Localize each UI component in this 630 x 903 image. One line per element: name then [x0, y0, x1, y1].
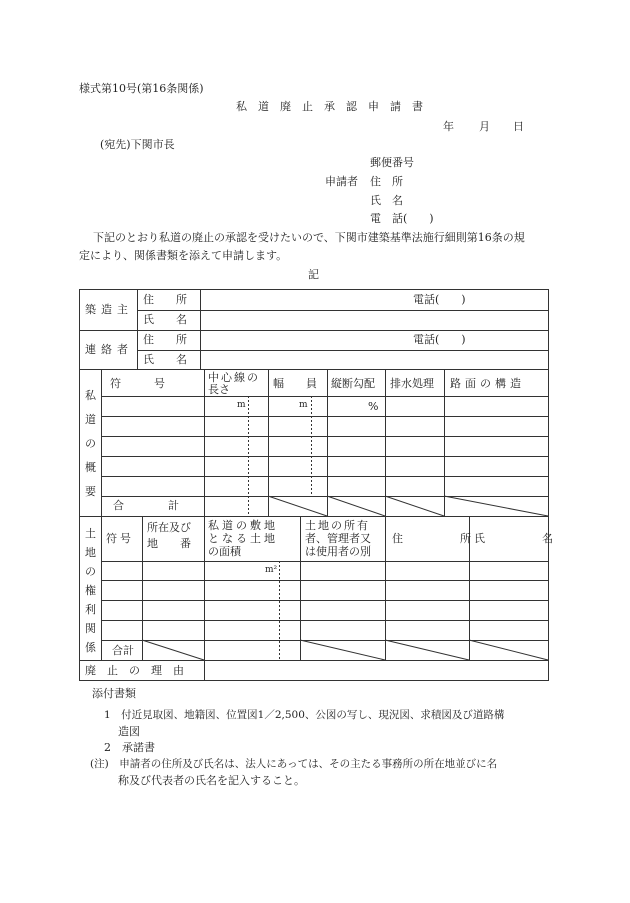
land-section-char: 権	[85, 584, 96, 597]
drainage-header: 排水処理	[390, 377, 434, 390]
length-unit: m	[237, 400, 246, 410]
date-month: 月	[479, 120, 490, 133]
area-header: の面積	[208, 545, 241, 558]
land-total-label: 合計	[112, 644, 134, 657]
document-title: 私道廃止承認申請書	[236, 100, 434, 113]
addressee: (宛先)下関市長	[100, 138, 175, 151]
structure-header: 路面の構造	[450, 377, 525, 390]
form-number: 様式第10号(第16条関係)	[79, 82, 204, 95]
builder-address-label: 住 所	[143, 293, 187, 306]
attachment-item-1: 1 付近見取図、地籍図、位置図1／2,500、公図の写し、現況図、求積図及び道路構	[104, 709, 505, 721]
applicant-address-label: 住 所	[370, 175, 403, 188]
land-section-char: 利	[85, 603, 96, 616]
note-line-2: 称及び代表者の氏名を記入すること。	[118, 774, 305, 787]
intro-line-1: 下記のとおり私道の廃止の承認を受けたいので、下関市建築基準法施行細則第16条の規	[93, 231, 525, 244]
attachment-item-1-cont: 造図	[118, 725, 140, 738]
ki-label: 記	[308, 268, 319, 281]
location-header: 地 番	[147, 537, 191, 550]
road-total-label: 合 計	[113, 499, 179, 512]
builder-name-label: 氏 名	[143, 313, 187, 326]
builder-label: 築造主	[85, 303, 133, 316]
contact-name-label: 氏 名	[143, 353, 187, 366]
road-section-char: 概	[85, 461, 96, 474]
owner-type-header: 者、管理者又	[305, 532, 371, 545]
date-year: 年	[443, 120, 454, 133]
area-unit: m²	[265, 565, 278, 575]
attachment-item-2: 2 承諾書	[104, 741, 155, 754]
postal-code-label: 郵便番号	[370, 156, 414, 169]
slope-unit: %	[368, 400, 379, 413]
applicant-phone-label: 電 話( )	[370, 212, 434, 225]
width-unit: m	[299, 400, 308, 410]
land-section-char: 地	[85, 546, 96, 559]
land-section-char: の	[85, 565, 96, 578]
slope-header: 縦断勾配	[331, 377, 375, 390]
area-header: 私道の敷地	[208, 519, 278, 532]
contact-label: 連絡者	[85, 343, 133, 356]
date-day: 日	[513, 120, 524, 133]
owner-type-header: は使用者の別	[305, 545, 371, 558]
applicant-name-label: 氏 名	[370, 194, 403, 207]
road-symbol-header: 符 号	[110, 377, 165, 390]
center-length-header: 長さ	[208, 383, 230, 396]
land-section-char: 係	[85, 641, 96, 654]
applicant-label: 申請者	[325, 175, 358, 188]
contact-address-label: 住 所	[143, 333, 187, 346]
land-section-char: 関	[85, 622, 96, 635]
width-header: 幅 員	[273, 377, 317, 390]
road-section-char: 私	[85, 389, 96, 402]
contact-phone-label: 電話( )	[413, 333, 466, 346]
note-line-1: (注) 申請者の住所及び氏名は、法人にあっては、その主たる事務所の所在地並びに名	[90, 758, 498, 770]
land-section-char: 土	[85, 527, 96, 540]
land-symbol-header: 符号	[106, 532, 134, 545]
location-header: 所在及び	[147, 521, 191, 534]
builder-phone-label: 電話( )	[413, 293, 466, 306]
intro-line-2: 定により、関係書類を添えて申請します。	[79, 249, 288, 262]
land-name-header: 氏 名	[474, 532, 559, 545]
area-header: となる土地	[208, 532, 278, 545]
road-section-char: 道	[85, 413, 96, 426]
land-address-header: 住 所	[392, 532, 477, 545]
center-length-header: 中心線の	[208, 371, 260, 384]
road-section-char: 要	[85, 485, 96, 498]
road-section-char: の	[85, 437, 96, 450]
abolition-reason-label: 廃 止 の 理 由	[85, 664, 184, 677]
owner-type-header: 土地の所有	[305, 519, 370, 532]
attachments-title: 添付書類	[92, 687, 136, 700]
